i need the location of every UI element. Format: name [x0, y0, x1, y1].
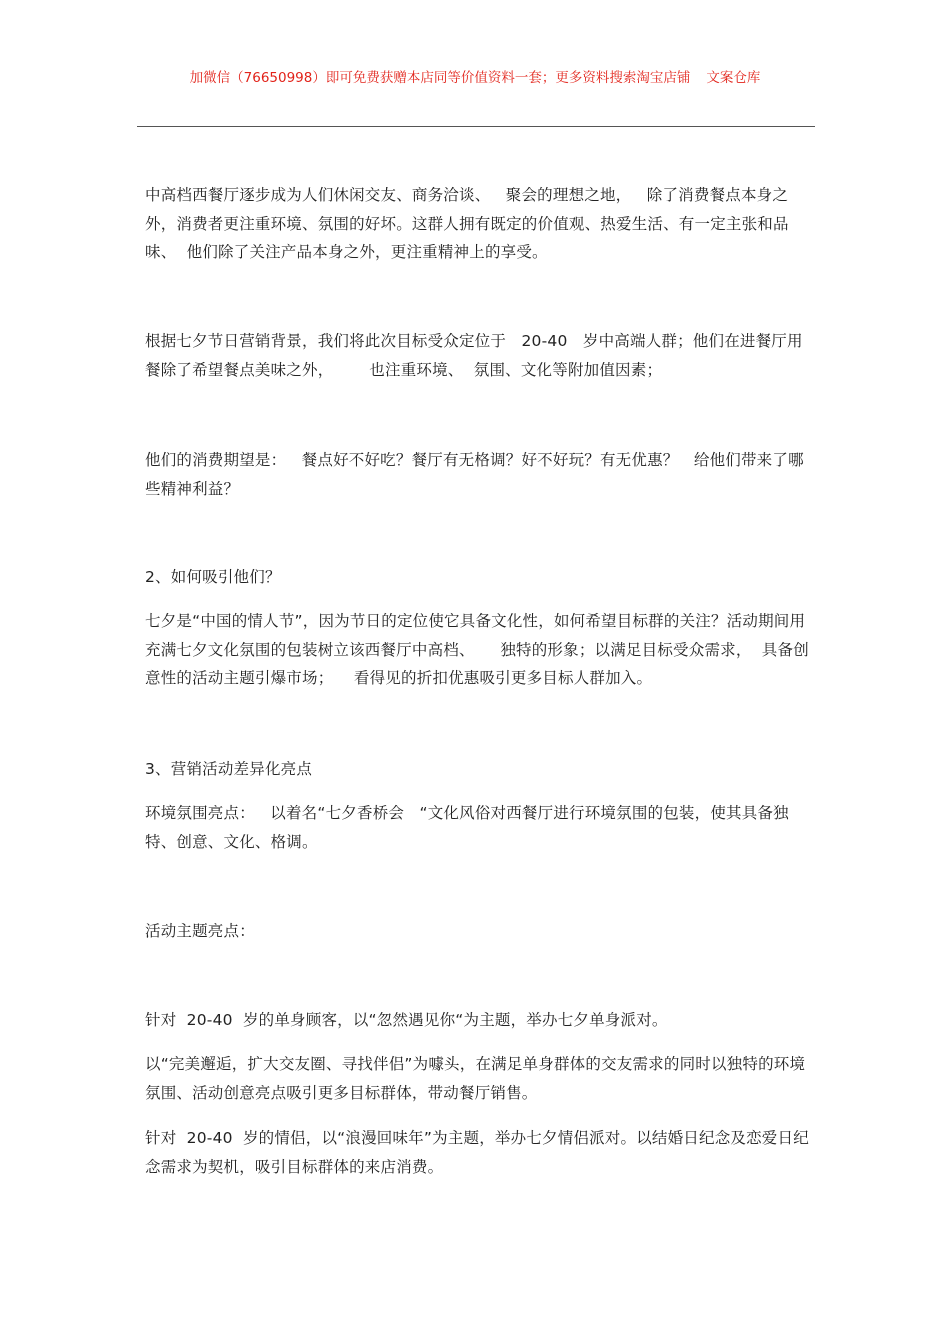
paragraph-expectations: 他们的消费期望是： 餐点好不好吃？餐厅有无格调？好不好玩？有无优惠？ 给他们带来了哪些精神利益？ [145, 451, 804, 498]
paragraph-singles: 针对 20-40 岁的单身顾客，以“忽然遇见你“为主题，举办七夕单身派对。 [145, 1011, 668, 1029]
paragraph-couples: 针对 20-40 岁的情侣，以“浪漫回味年”为主题，举办七夕情侣派对。以结婚日纪念及恋爱日纪念需求为契机，吸引目标群体的来店消费。 [145, 1129, 809, 1176]
section-heading-attract: 2、如何吸引他们？ [145, 568, 281, 586]
paragraph-theme-label: 活动主题亮点： [145, 922, 255, 940]
paragraph-intro: 中高档西餐厅逐步成为人们休闲交友、商务洽谈、 聚会的理想之地， 除了消费餐点本身之外，消费者更注重环境、氛围的好坏。这群人拥有既定的价值观、热爱生活、有一定主张和品味、 他们除了关注产品本身之外，更注重精神上的享受。 [145, 186, 789, 261]
promo-text: 加微信（76650998）即可免费获赠本店同等价值资料一套；更多资料搜索淘宝店铺 [189, 70, 691, 86]
paragraph-target-audience: 根据七夕节日营销背景，我们将此次目标受众定位于 20-40 岁中高端人群；他们在进餐厅用餐除了希望餐点美味之外， 也注重环境、 氛围、文化等附加值因素； [145, 332, 803, 379]
header-divider [137, 126, 815, 127]
section-heading-highlights: 3、营销活动差异化亮点 [145, 760, 313, 778]
promo-header [0, 68, 950, 88]
store-name: 文案仓库 [706, 70, 761, 86]
paragraph-singles-detail: 以“完美邂逅，扩大交友圈、寻找伴侣”为噱头，在满足单身群体的交友需求的同时以独特的环境氛围、活动创意亮点吸引更多目标群体，带动餐厅销售。 [145, 1055, 806, 1102]
paragraph-attract: 七夕是“中国的情人节”，因为节日的定位使它具备文化性，如何希望目标群的关注？活动期间用充满七夕文化氛围的包装树立该西餐厅中高档、 独特的形象；以满足目标受众需求， 具备创意性的活动主题引爆市场； 看得见的折扣优惠吸引更多目标人群加入。 [145, 612, 809, 687]
paragraph-environment: 环境氛围亮点： 以着名“七夕香桥会 “文化风俗对西餐厅进行环境氛围的包装，使其具备独特、创意、文化、格调。 [145, 804, 789, 851]
